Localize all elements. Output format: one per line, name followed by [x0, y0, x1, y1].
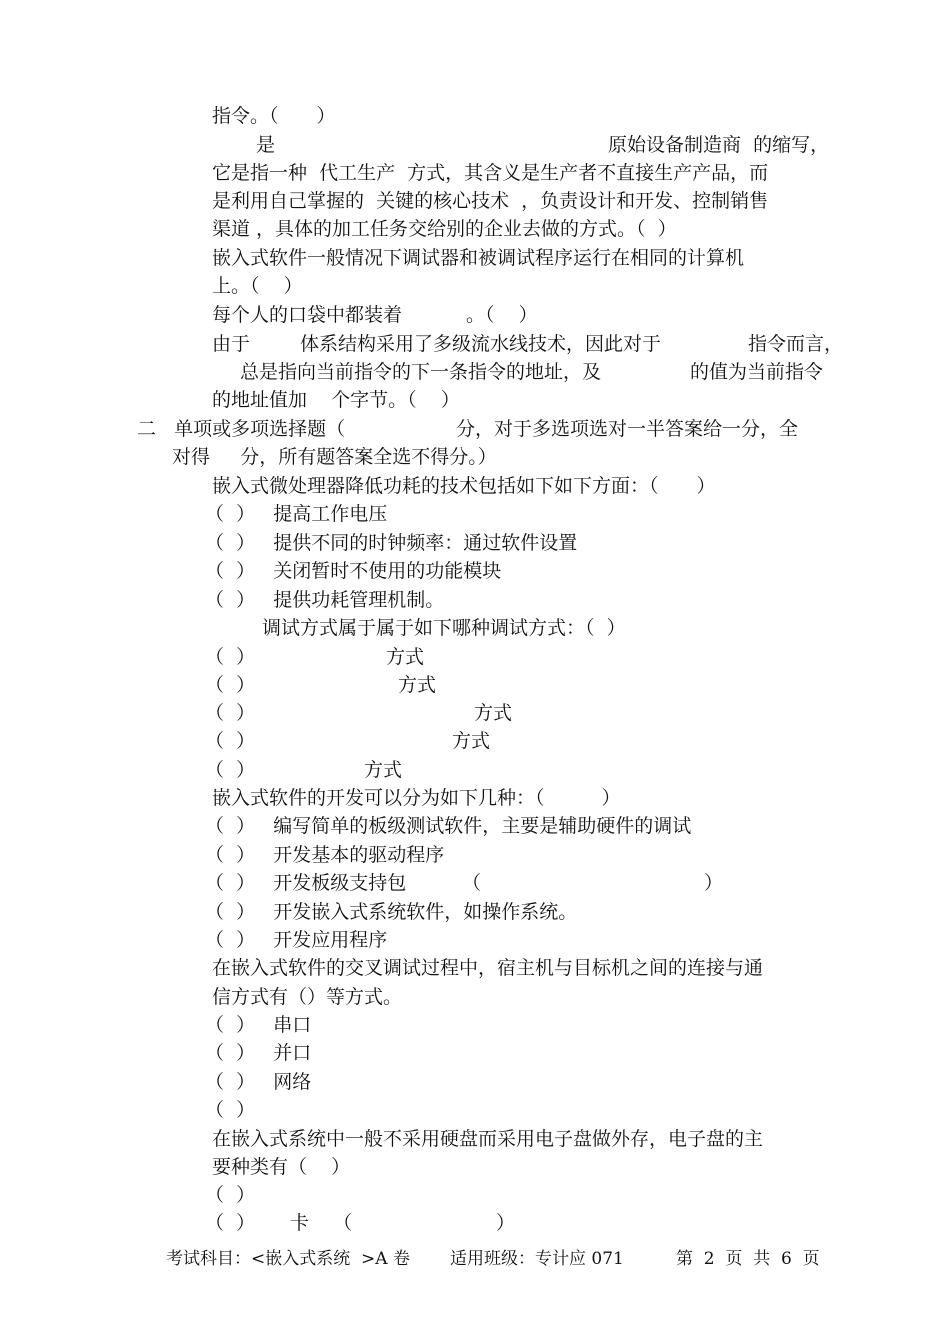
option: （ ） 开发嵌入式系统软件，如操作系统。: [205, 901, 578, 923]
option: （ ） 并口: [205, 1042, 312, 1064]
text-line: 总是指向当前指令的下一条指令的地址，及: [240, 361, 602, 383]
option-text: 方式: [474, 702, 513, 724]
option: （ ） 关闭暂时不使用的功能模块: [205, 560, 502, 582]
text-line: 是利用自己掌握的 关键的核心技术 ，负责设计和开发、控制销售: [212, 190, 769, 212]
option-text: ）: [704, 872, 724, 894]
footer-class: 适用班级：专计应 071: [450, 1249, 624, 1269]
text-line: 对得 分，所有题答案全选不得分。）: [172, 446, 497, 468]
option: （ ）: [205, 1184, 256, 1206]
text-line: 分，对于多选项选对一半答案给一分，全: [456, 418, 799, 440]
option-mark: （ ）: [205, 674, 256, 696]
text-line: 的地址值加 个字节。（ ）: [212, 389, 460, 411]
text-line: 。（ ）: [466, 304, 538, 326]
footer-subject: 考试科目：<嵌入式系统 >A 卷: [166, 1249, 410, 1269]
option-text: （: [462, 872, 482, 894]
option-text: 方式: [386, 646, 425, 668]
question: 要种类有（ ）: [212, 1156, 351, 1178]
option: （ ） 提高工作电压: [205, 503, 388, 525]
text-line: 指令而言，: [748, 333, 844, 355]
text-line: 是: [256, 134, 276, 156]
option-mark: （ ）: [205, 730, 256, 752]
option: （ ） 网络: [205, 1071, 312, 1093]
text-line: 嵌入式软件一般情况下调试器和被调试程序运行在相同的计算机: [212, 247, 745, 269]
option-mark: （ ）: [205, 1212, 256, 1234]
option-mark: （ ）: [205, 702, 256, 724]
option: （ ） 开发基本的驱动程序: [205, 844, 445, 866]
question: 信方式有（）等方式。: [212, 986, 403, 1008]
text-line: 体系结构采用了多级流水线技术，因此对于: [300, 333, 662, 355]
text-line: 的值为当前指令: [690, 361, 824, 383]
option-text: 卡 （: [290, 1212, 353, 1234]
option-text: 方式: [452, 730, 491, 752]
option-text: 方式: [364, 759, 403, 781]
question: 嵌入式微处理器降低功耗的技术包括如下如下方面：（ ）: [212, 475, 716, 497]
option-text: ）: [496, 1212, 516, 1234]
option: （ ） 提供不同的时钟频率：通过软件设置: [205, 532, 578, 554]
text-line: 它是指一种 代工生产 方式，其含义是生产者不直接生产产品，而: [212, 162, 769, 184]
text-line: 由于: [212, 333, 251, 355]
section-heading: 二 单项或多项选择题（: [137, 418, 346, 440]
option: （ ） 提供功耗管理机制。: [205, 589, 445, 611]
text-line: 每个人的口袋中都装着: [212, 304, 403, 326]
option: （ ）: [205, 1099, 256, 1121]
question: 调试方式属于属于如下哪种调试方式：（ ）: [262, 617, 626, 639]
option-mark: （ ）: [205, 759, 256, 781]
option: （ ） 开发板级支持包: [205, 872, 407, 894]
option: （ ） 串口: [205, 1014, 312, 1036]
text-line: 渠道 ，具体的加工任务交给别的企业去做的方式。（ ）: [212, 218, 677, 240]
option-text: 方式: [398, 674, 437, 696]
option: （ ） 开发应用程序: [205, 929, 388, 951]
question: 嵌入式软件的开发可以分为如下几种：（ ）: [212, 787, 621, 809]
option: （ ） 编写简单的板级测试软件，主要是辅助硬件的调试: [205, 815, 692, 837]
option-mark: （ ）: [205, 646, 256, 668]
question: 在嵌入式系统中一般不采用硬盘而采用电子盘做外存，电子盘的主: [212, 1128, 764, 1150]
text-line: 上。（ ）: [212, 275, 303, 297]
question: 在嵌入式软件的交叉调试过程中，宿主机与目标机之间的连接与通: [212, 957, 764, 979]
text-line: 原始设备制造商 的缩写，: [608, 134, 830, 156]
text-line: 指令。（ ）: [212, 105, 336, 127]
footer-page-number: 第 2 页 共 6 页: [676, 1249, 820, 1269]
